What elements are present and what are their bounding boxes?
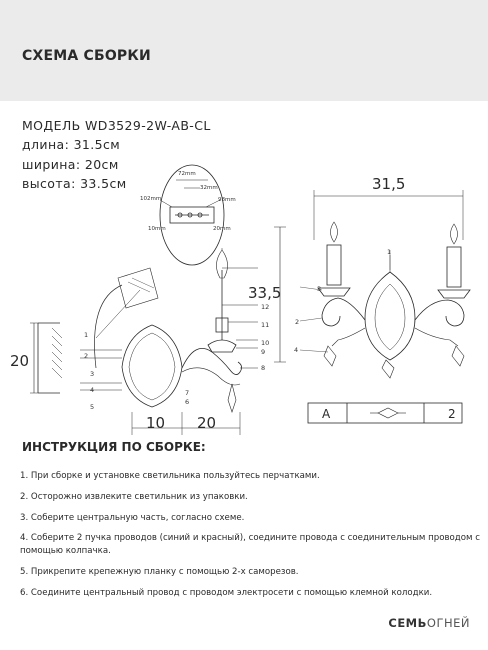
part-front-4: 4 — [294, 346, 299, 354]
brand-part2: ОГНЕЙ — [426, 616, 470, 630]
part-side-10: 10 — [261, 339, 270, 347]
dim-right: 20 — [197, 414, 217, 432]
part-front-1: 1 — [387, 248, 392, 256]
spec-model: МОДЕЛЬ WD3529-2W-AB-CL — [22, 118, 211, 133]
part-side-6: 6 — [185, 398, 190, 406]
header-band — [0, 0, 488, 101]
instruction-step: 3. Соберите центральную часть, согласно схеме. — [20, 512, 245, 523]
part-side-8: 8 — [261, 364, 266, 372]
spec-width: ширина: 20см — [22, 156, 119, 172]
dim-10mm: 10mm — [148, 226, 166, 232]
part-side-11: 11 — [261, 321, 270, 329]
part-side-4: 4 — [90, 386, 95, 394]
part-side-2: 2 — [84, 352, 89, 360]
dim-72mm: 72mm — [178, 171, 196, 177]
dim-98mm: 98mm — [218, 197, 236, 203]
part-side-1: 1 — [84, 331, 89, 339]
parts-table-code: A — [322, 407, 331, 421]
dim-left: 10 — [146, 414, 166, 432]
instruction-step: 2. Осторожно извлеките светильник из упаковки. — [20, 491, 248, 502]
dim-20mm: 20mm — [213, 226, 231, 232]
part-side-3: 3 — [90, 370, 95, 378]
part-side-5: 5 — [90, 403, 95, 411]
brand-part1: СЕМЬ — [388, 616, 427, 630]
spec-height: высота: 33.5см — [22, 175, 127, 191]
dim-height: 33,5 — [248, 284, 282, 302]
spec-length: длина: 31.5см — [22, 137, 121, 153]
dim-102mm: 102mm — [140, 196, 162, 202]
parts-table-qty: 2 — [448, 407, 456, 421]
part-side-12: 12 — [261, 303, 270, 311]
crystal-icon — [378, 408, 398, 418]
assembly-diagram — [0, 155, 488, 440]
instructions-list — [20, 470, 485, 607]
instruction-step: 4. Соберите 2 пучка проводов (синий и красный), соедините провода с соединительным проводом с помощью колпачка. — [20, 533, 480, 556]
instruction-step: 6. Соедините центральный провод с проводом электросети с помощью клемной колодки. — [20, 587, 433, 598]
instructions-title: ИНСТРУКЦИЯ ПО СБОРКЕ: — [22, 440, 206, 454]
page-title: СХЕМА СБОРКИ — [22, 48, 151, 64]
dim-depth: 20 — [10, 352, 30, 370]
dim-total-width: 31,5 — [372, 175, 406, 193]
part-front-2: 2 — [295, 318, 300, 326]
wall-hatch — [52, 328, 62, 378]
instruction-step: 1. При сборке и установке светильника пользуйтесь перчатками. — [20, 471, 320, 481]
instruction-step: 5. Прикрепите крепежную планку с помощью 2-х саморезов. — [20, 566, 299, 577]
part-front-3: 3 — [317, 285, 322, 293]
brand-logo — [388, 616, 470, 630]
part-side-7: 7 — [185, 389, 190, 397]
dim-32mm: 32mm — [200, 185, 218, 191]
part-side-9: 9 — [261, 348, 266, 356]
parts-table — [308, 403, 462, 423]
